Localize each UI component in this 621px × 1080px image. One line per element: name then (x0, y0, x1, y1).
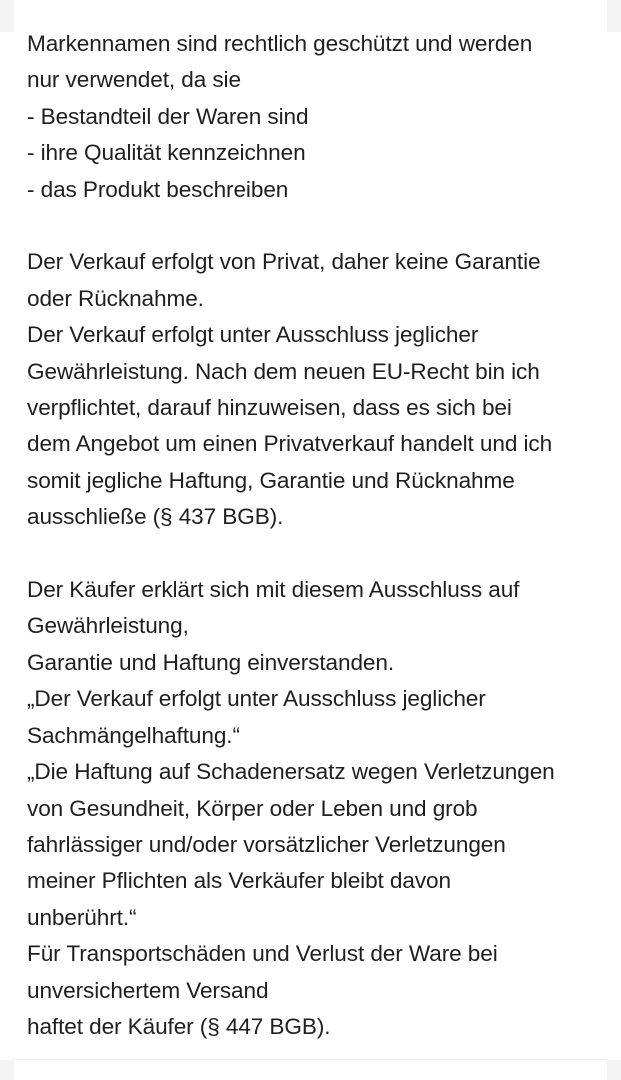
text-line: unberührt.“ (27, 904, 137, 930)
description-text-block (27, 26, 617, 1045)
text-line: dem Angebot um einen Privatverkauf handelt und ich (27, 431, 553, 457)
text-line: fahrlässiger und/oder vorsätzlicher Verletzungen (27, 831, 506, 857)
text-line: von Gesundheit, Körper oder Leben und grob (27, 795, 478, 821)
text-line: Markennamen sind rechtlich geschützt und werden (27, 31, 533, 56)
text-line: Für Transportschäden und Verlust der Ware bei (27, 941, 498, 967)
text-line: Sachmängelhaftung.“ (27, 722, 240, 748)
bottom-divider-strip (0, 1060, 621, 1080)
text-line: haftet der Käufer (§ 447 BGB). (27, 1013, 331, 1039)
text-line: „Die Haftung auf Schadenersatz wegen Verletzungen (27, 759, 555, 785)
text-line: unversichertem Versand (27, 977, 269, 1003)
text-line: somit jegliche Haftung, Garantie und Rücknahme (27, 467, 515, 493)
text-line: meiner Pflichten als Verkäufer bleibt davon (27, 868, 451, 894)
text-line: oder Rücknahme. (27, 285, 204, 311)
text-line: Gewährleistung. Nach dem neuen EU-Recht bin ich (27, 358, 540, 384)
text-line: Der Verkauf erfolgt unter Ausschluss jeglicher (27, 322, 479, 348)
text-line: Garantie und Haftung einverstanden. (27, 649, 395, 675)
text-line: nur verwendet, da sie (27, 67, 241, 93)
text-line: - das Produkt beschreiben (27, 176, 289, 202)
text-line: Gewährleistung, (27, 613, 189, 639)
text-line: „Der Verkauf erfolgt unter Ausschluss jeglicher (27, 686, 486, 712)
text-line: - Bestandteil der Waren sind (27, 103, 309, 129)
text-line: verpflichtet, darauf hinzuweisen, dass es sich bei (27, 395, 512, 421)
bottom-card-edge (14, 1059, 607, 1080)
blank-line (27, 536, 617, 572)
text-line: Der Verkauf erfolgt von Privat, daher keine Garantie (27, 249, 541, 275)
blank-line (27, 208, 617, 244)
text-line: Der Käufer erklärt sich mit diesem Ausschluss auf (27, 577, 520, 603)
text-line: ausschließe (§ 437 BGB). (27, 504, 284, 530)
text-line: - ihre Qualität kennzeichnen (27, 140, 306, 166)
